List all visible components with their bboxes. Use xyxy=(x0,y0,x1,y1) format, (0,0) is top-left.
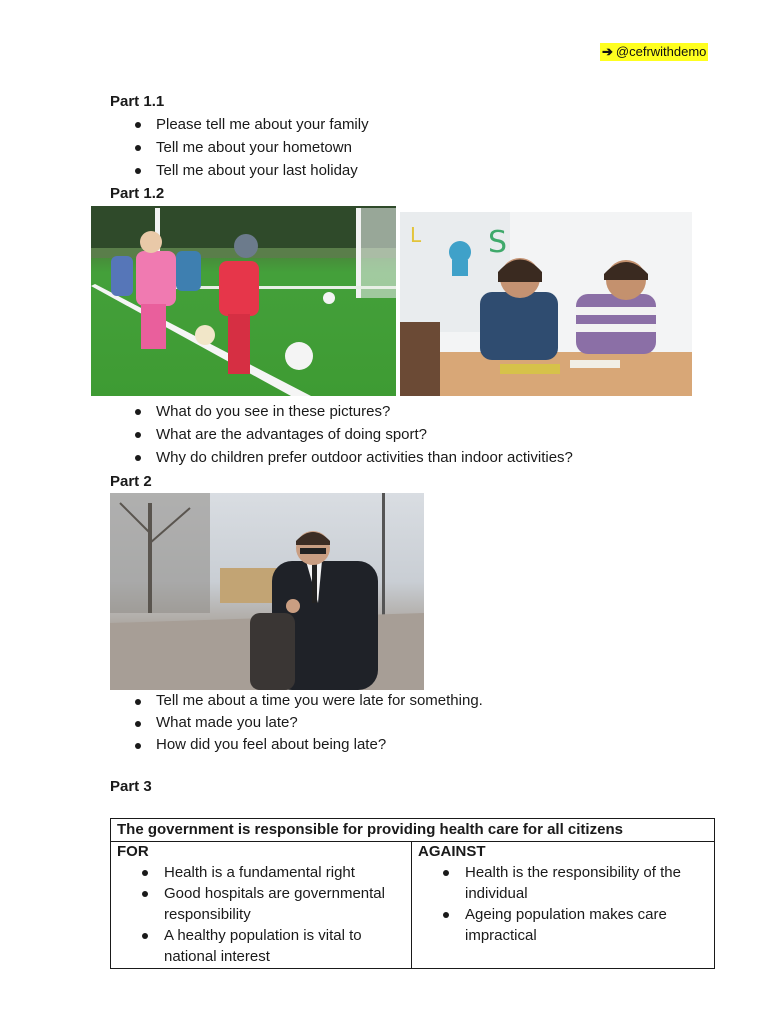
against-heading: AGAINST xyxy=(418,843,486,860)
for-points-list xyxy=(117,862,405,967)
for-column xyxy=(111,842,412,969)
handle-text: @cefrwithdemo xyxy=(615,44,707,59)
list-item: Tell me about your last holiday xyxy=(110,159,369,182)
part-1-1-title: Part 1.1 xyxy=(110,93,165,110)
part-2-question-list xyxy=(110,690,483,756)
list-item: What made you late? xyxy=(110,712,483,734)
svg-text:S: S xyxy=(488,225,508,260)
list-item: Why do children prefer outdoor activities than indoor activities? xyxy=(110,446,573,469)
list-item: Tell me about your hometown xyxy=(110,136,369,159)
list-item: Ageing population makes care impractical xyxy=(418,904,708,946)
part-1-2-question-list xyxy=(110,400,573,469)
list-item: What are the advantages of doing sport? xyxy=(110,423,573,446)
children-drawing-photo xyxy=(400,212,692,396)
against-points-list xyxy=(418,862,708,946)
svg-text:L: L xyxy=(410,223,422,247)
list-item: What do you see in these pictures? xyxy=(110,400,573,423)
list-item: Health is the responsibility of the individual xyxy=(418,862,708,904)
debate-table xyxy=(110,818,715,969)
list-item: Health is a fundamental right xyxy=(117,862,405,883)
author-handle xyxy=(600,43,708,61)
list-item: Tell me about a time you were late for something. xyxy=(110,690,483,712)
list-item: A healthy population is vital to national interest xyxy=(117,925,405,967)
debate-motion: The government is responsible for providing health care for all citizens xyxy=(111,819,715,842)
part-2-title: Part 2 xyxy=(110,473,152,490)
against-column xyxy=(412,842,715,969)
right-arrow-icon: ➔ xyxy=(602,44,613,59)
businessman-checking-watch-photo xyxy=(110,493,424,690)
children-playing-football-photo xyxy=(91,206,396,396)
list-item: Good hospitals are governmental responsibility xyxy=(117,883,405,925)
list-item: How did you feel about being late? xyxy=(110,734,483,756)
part-1-1-question-list xyxy=(110,113,369,182)
part-3-title: Part 3 xyxy=(110,778,152,795)
list-item: Please tell me about your family xyxy=(110,113,369,136)
part-1-2-title: Part 1.2 xyxy=(110,185,165,202)
for-heading: FOR xyxy=(117,843,149,860)
